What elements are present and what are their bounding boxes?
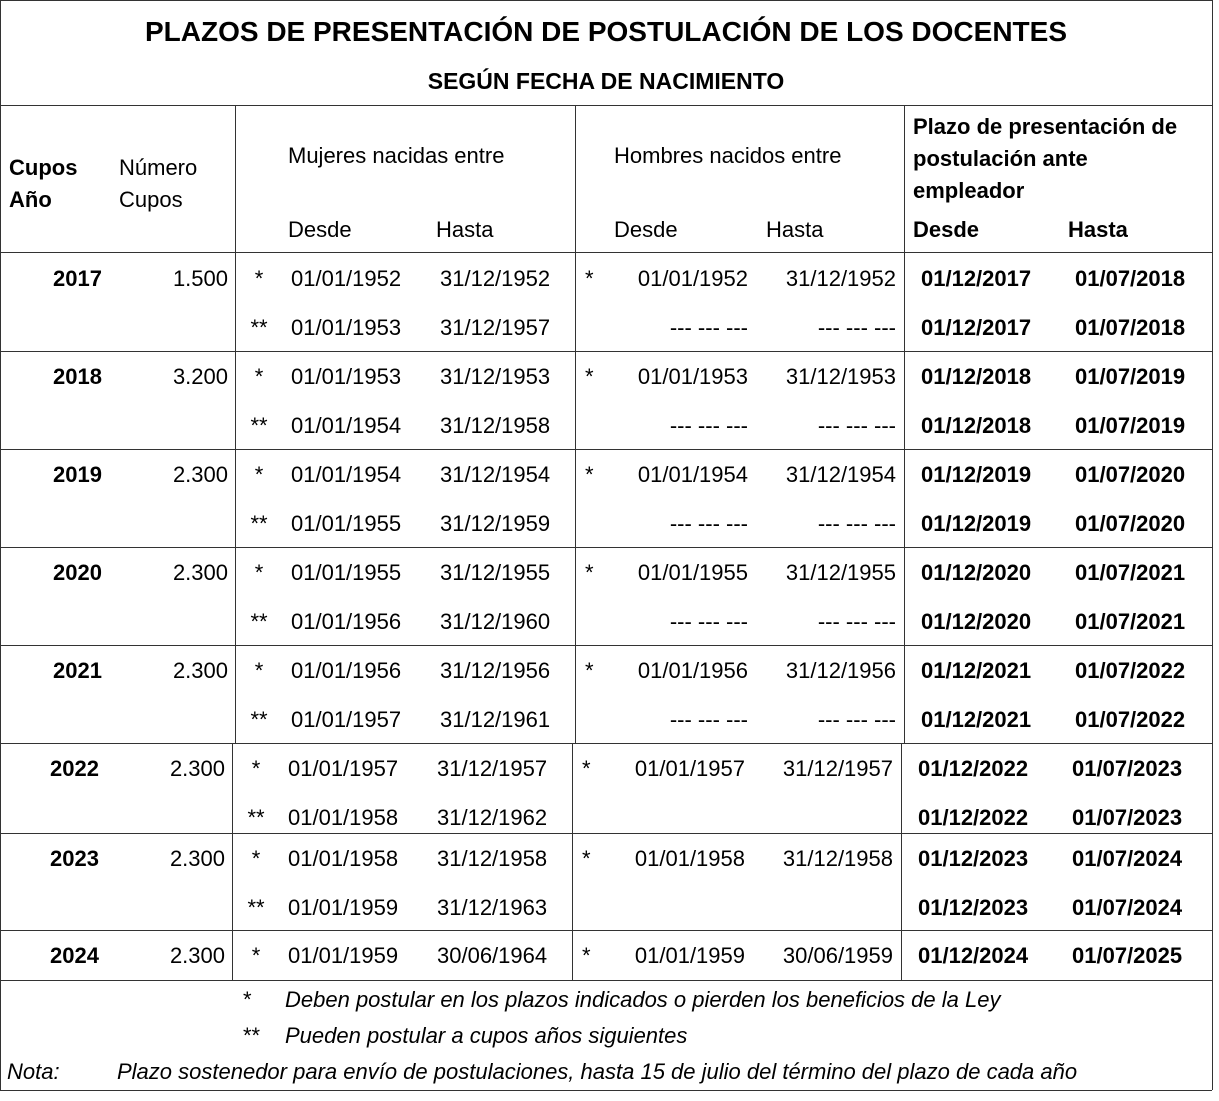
hombres-mark: * <box>585 658 594 683</box>
hombres-desde: --- --- --- <box>669 413 748 438</box>
hombres-hasta: --- --- --- <box>817 609 896 634</box>
column-divider <box>575 351 576 449</box>
row-cupos: 1.500 <box>172 266 228 291</box>
row-year: 2024 <box>50 943 99 968</box>
hombres-hasta: 31/12/1954 <box>785 462 896 487</box>
plazo-hasta: 01/07/2025 <box>1072 943 1183 968</box>
row-cupos: 2.300 <box>172 462 228 487</box>
mujeres-hasta: 31/12/1957 <box>437 756 548 781</box>
column-divider <box>572 833 573 930</box>
hombres-hasta: --- --- --- <box>817 707 896 732</box>
row-divider <box>0 980 1212 981</box>
plazo-hasta: 01/07/2021 <box>1075 560 1186 585</box>
hombres-desde: --- --- --- <box>669 609 748 634</box>
hombres-hasta: 31/12/1957 <box>782 756 893 781</box>
mujeres-mark: ** <box>250 511 268 536</box>
mujeres-hasta: 31/12/1958 <box>440 413 551 438</box>
header-mujeres: Mujeres nacidas entre <box>288 143 505 168</box>
hombres-hasta: 31/12/1958 <box>782 846 893 871</box>
row-cupos: 2.300 <box>172 560 228 585</box>
hombres-desde: --- --- --- <box>669 315 748 340</box>
plazo-desde: 01/12/2020 <box>921 560 1032 585</box>
mujeres-desde: 01/01/1953 <box>291 364 402 389</box>
header-numero-cupos: Número Cupos <box>119 155 198 212</box>
mujeres-desde: 01/01/1957 <box>288 756 399 781</box>
plazo-hasta: 01/07/2020 <box>1075 462 1186 487</box>
header-plazo-hasta: Hasta <box>1068 217 1128 242</box>
row-year: 2017 <box>53 266 102 291</box>
plazo-hasta: 01/07/2019 <box>1075 413 1186 438</box>
mujeres-mark: ** <box>247 895 265 920</box>
mujeres-mark: * <box>254 462 264 487</box>
mujeres-hasta: 30/06/1964 <box>437 943 548 968</box>
header-mujeres-desde: Desde <box>288 217 352 242</box>
mujeres-desde: 01/01/1956 <box>291 609 402 634</box>
hombres-hasta: 31/12/1952 <box>785 266 896 291</box>
page-subtitle: SEGÚN FECHA DE NACIMIENTO <box>427 68 785 94</box>
plazo-desde: 01/12/2018 <box>921 364 1032 389</box>
mujeres-mark: * <box>254 364 264 389</box>
hombres-hasta: 31/12/1955 <box>785 560 896 585</box>
mujeres-hasta: 31/12/1957 <box>440 315 551 340</box>
hombres-desde: 01/01/1959 <box>634 943 745 968</box>
plazo-hasta: 01/07/2022 <box>1075 707 1186 732</box>
mujeres-hasta: 31/12/1959 <box>440 511 551 536</box>
mujeres-mark: ** <box>247 805 265 830</box>
plazo-desde: 01/12/2017 <box>921 315 1032 340</box>
mujeres-desde: 01/01/1957 <box>291 707 402 732</box>
footnote-1-mark: * <box>243 987 252 1012</box>
mujeres-mark: * <box>254 658 264 683</box>
row-cupos: 2.300 <box>172 658 228 683</box>
nota-text: Plazo sostenedor para envío de postulaciones, hasta 15 de julio del término del plazo de cada año <box>117 1059 1078 1084</box>
mujeres-mark: * <box>254 560 264 585</box>
column-divider <box>572 930 573 980</box>
mujeres-hasta: 31/12/1956 <box>440 658 551 683</box>
column-divider <box>575 449 576 547</box>
mujeres-mark: ** <box>250 707 268 732</box>
plazo-desde: 01/12/2020 <box>921 609 1032 634</box>
footnote-1: Deben postular en los plazos indicados o pierden los beneficios de la Ley <box>285 987 1001 1012</box>
column-divider <box>232 833 233 930</box>
row-divider <box>0 833 1212 834</box>
plazo-desde: 01/12/2019 <box>921 511 1032 536</box>
mujeres-desde: 01/01/1955 <box>291 511 402 536</box>
mujeres-mark: ** <box>250 609 268 634</box>
header-cupos-ano: Cupos Año <box>9 155 78 212</box>
mujeres-hasta: 31/12/1961 <box>440 707 551 732</box>
mujeres-mark: ** <box>250 413 268 438</box>
mujeres-desde: 01/01/1959 <box>288 895 399 920</box>
hombres-mark: * <box>582 756 591 781</box>
nota-label: Nota: <box>7 1059 60 1084</box>
hombres-desde: 01/01/1953 <box>637 364 748 389</box>
mujeres-hasta: 31/12/1963 <box>437 895 548 920</box>
hombres-desde: 01/01/1952 <box>637 266 748 291</box>
plazo-hasta: 01/07/2024 <box>1072 846 1183 871</box>
row-cupos: 2.300 <box>169 943 225 968</box>
row-cupos: 2.300 <box>169 846 225 871</box>
row-cupos: 2.300 <box>169 756 225 781</box>
column-divider <box>572 743 573 833</box>
column-divider <box>235 351 236 449</box>
header-hombres-desde: Desde <box>614 217 678 242</box>
plazo-hasta: 01/07/2023 <box>1072 805 1183 830</box>
row-year: 2020 <box>53 560 102 585</box>
row-year: 2021 <box>53 658 102 683</box>
mujeres-hasta: 31/12/1952 <box>440 266 551 291</box>
hombres-hasta: 31/12/1953 <box>785 364 896 389</box>
mujeres-desde: 01/01/1958 <box>288 846 399 871</box>
header-hombres: Hombres nacidos entre <box>614 143 842 168</box>
footnote-2-mark: ** <box>243 1023 261 1048</box>
plazo-hasta: 01/07/2018 <box>1075 315 1186 340</box>
mujeres-mark: * <box>251 846 261 871</box>
column-divider <box>901 833 902 930</box>
plazo-desde: 01/12/2019 <box>921 462 1032 487</box>
mujeres-desde: 01/01/1955 <box>291 560 402 585</box>
mujeres-desde: 01/01/1952 <box>291 266 402 291</box>
column-divider <box>235 547 236 645</box>
plazo-hasta: 01/07/2023 <box>1072 756 1183 781</box>
column-divider <box>235 253 236 351</box>
mujeres-mark: ** <box>250 315 268 340</box>
column-divider <box>904 351 905 449</box>
row-divider <box>0 743 1212 744</box>
hombres-mark: * <box>582 846 591 871</box>
mujeres-hasta: 31/12/1958 <box>437 846 548 871</box>
row-divider <box>0 930 1212 931</box>
header-hombres-hasta: Hasta <box>766 217 824 242</box>
mujeres-hasta: 31/12/1955 <box>440 560 551 585</box>
column-divider <box>232 743 233 833</box>
plazo-desde: 01/12/2023 <box>918 846 1029 871</box>
column-divider <box>901 743 902 833</box>
row-year: 2023 <box>50 846 99 871</box>
mujeres-desde: 01/01/1954 <box>291 462 402 487</box>
plazo-desde: 01/12/2024 <box>918 943 1029 968</box>
column-divider <box>235 449 236 547</box>
footnote-2: Pueden postular a cupos años siguientes <box>285 1023 688 1048</box>
row-year: 2018 <box>53 364 102 389</box>
plazo-desde: 01/12/2023 <box>918 895 1029 920</box>
mujeres-mark: * <box>251 756 261 781</box>
hombres-mark: * <box>585 364 594 389</box>
header-plazo: Plazo de presentación de postulación ante empleador <box>913 114 1178 203</box>
mujeres-hasta: 31/12/1954 <box>440 462 551 487</box>
hombres-hasta: --- --- --- <box>817 315 896 340</box>
header-plazo-desde: Desde <box>913 217 980 242</box>
hombres-mark: * <box>585 266 594 291</box>
row-divider <box>0 449 1212 450</box>
hombres-hasta: 30/06/1959 <box>782 943 893 968</box>
plazo-hasta: 01/07/2021 <box>1075 609 1186 634</box>
column-divider <box>904 547 905 645</box>
plazo-desde: 01/12/2022 <box>918 805 1029 830</box>
column-divider <box>575 645 576 743</box>
column-divider <box>235 645 236 743</box>
hombres-desde: 01/01/1955 <box>637 560 748 585</box>
hombres-hasta: 31/12/1956 <box>785 658 896 683</box>
hombres-desde: 01/01/1957 <box>634 756 745 781</box>
row-cupos: 3.200 <box>172 364 228 389</box>
plazo-desde: 01/12/2022 <box>918 756 1029 781</box>
hombres-mark: * <box>585 560 594 585</box>
hombres-desde: --- --- --- <box>669 511 748 536</box>
hombres-desde: 01/01/1954 <box>637 462 748 487</box>
hombres-mark: * <box>582 943 591 968</box>
row-divider <box>0 351 1212 352</box>
row-year: 2019 <box>53 462 102 487</box>
mujeres-hasta: 31/12/1960 <box>440 609 551 634</box>
mujeres-desde: 01/01/1953 <box>291 315 402 340</box>
page-title: PLAZOS DE PRESENTACIÓN DE POSTULACIÓN DE LOS DOCENTES <box>144 16 1067 47</box>
hombres-mark: * <box>585 462 594 487</box>
plazo-desde: 01/12/2021 <box>921 658 1032 683</box>
plazo-hasta: 01/07/2022 <box>1075 658 1186 683</box>
hombres-hasta: --- --- --- <box>817 413 896 438</box>
mujeres-desde: 01/01/1959 <box>288 943 399 968</box>
plazo-hasta: 01/07/2018 <box>1075 266 1186 291</box>
hombres-desde: --- --- --- <box>669 707 748 732</box>
hombres-desde: 01/01/1958 <box>634 846 745 871</box>
hombres-desde: 01/01/1956 <box>637 658 748 683</box>
plazo-hasta: 01/07/2024 <box>1072 895 1183 920</box>
plazo-desde: 01/12/2021 <box>921 707 1032 732</box>
mujeres-mark: * <box>254 266 264 291</box>
column-divider <box>232 930 233 980</box>
plazo-hasta: 01/07/2019 <box>1075 364 1186 389</box>
column-divider <box>901 930 902 980</box>
column-divider <box>904 645 905 743</box>
plazo-desde: 01/12/2017 <box>921 266 1032 291</box>
column-divider <box>575 253 576 351</box>
mujeres-hasta: 31/12/1953 <box>440 364 551 389</box>
plazo-hasta: 01/07/2020 <box>1075 511 1186 536</box>
mujeres-desde: 01/01/1956 <box>291 658 402 683</box>
hombres-hasta: --- --- --- <box>817 511 896 536</box>
plazo-desde: 01/12/2018 <box>921 413 1032 438</box>
mujeres-desde: 01/01/1958 <box>288 805 399 830</box>
header-mujeres-hasta: Hasta <box>436 217 494 242</box>
mujeres-mark: * <box>251 943 261 968</box>
column-divider <box>575 547 576 645</box>
mujeres-desde: 01/01/1954 <box>291 413 402 438</box>
row-divider <box>0 547 1212 548</box>
mujeres-hasta: 31/12/1962 <box>437 805 548 830</box>
column-divider <box>904 253 905 351</box>
row-year: 2022 <box>50 756 99 781</box>
column-divider <box>904 449 905 547</box>
row-divider <box>0 645 1212 646</box>
